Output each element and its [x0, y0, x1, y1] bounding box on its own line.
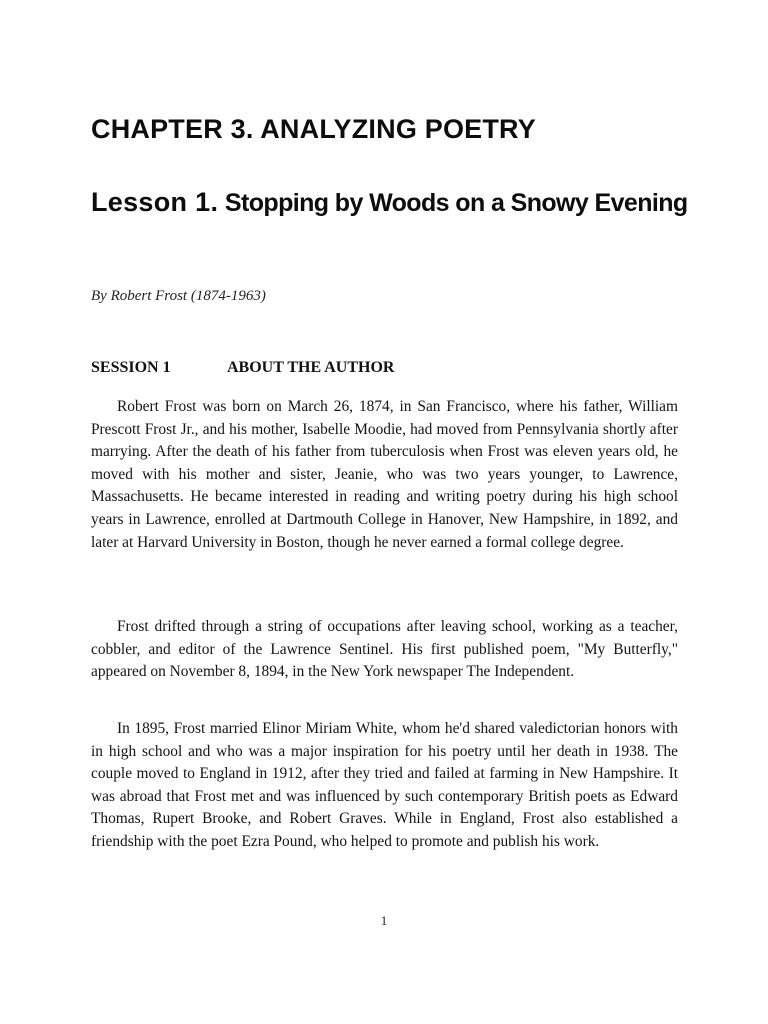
body-paragraph-1: Robert Frost was born on March 26, 1874, in San Francisco, where his father, William Prescott Frost Jr., and his mother, Isabelle Moodie, had moved from Pennsylvania shortly after marrying. After the death of his father from tuberculosis when Frost was eleven years old, he moved with his mother and sister, Jeanie, who was two years younger, to Lawrence, Massachusetts. He became interested in reading and writing poetry during his high school years in Lawrence, enrolled at Dartmouth College in Hanover, New Hampshire, in 1892, and later at Harvard University in Boston, though he never earned a formal college degree.: [91, 398, 678, 551]
page-number: 1: [380, 913, 388, 928]
session-title: ABOUT THE AUTHOR: [227, 359, 395, 376]
chapter-title: CHAPTER 3. ANALYZING POETRY: [91, 114, 536, 144]
author-byline: By Robert Frost (1874-1963): [91, 288, 266, 304]
session-heading: [91, 357, 394, 379]
lesson-title: [91, 183, 691, 223]
body-paragraph-2: Frost drifted through a string of occupations after leaving school, working as a teacher, cobbler, and editor of the Lawrence Sentinel. His first published poem, "My Butterfly," appeared on November 8, 1894, in the New York newspaper The Independent.: [91, 618, 678, 681]
lesson-label: Lesson 1.: [91, 187, 219, 217]
session-number: SESSION 1: [91, 359, 171, 376]
body-paragraph-3: In 1895, Frost married Elinor Miriam White, whom he'd shared valedictorian honors with in high school and who was a major inspiration for his poetry until her death in 1938. The couple moved to England in 1912, after they tried and failed at farming in New Hampshire. It was abroad that Frost met and was influenced by such contemporary British poets as Edward Thomas, Rupert Brooke, and Robert Graves. While in England, Frost also established a friendship with the poet Ezra Pound, who helped to promote and publish his work.: [91, 720, 678, 850]
lesson-name: Stopping by Woods on a Snowy Evening: [224, 189, 688, 217]
